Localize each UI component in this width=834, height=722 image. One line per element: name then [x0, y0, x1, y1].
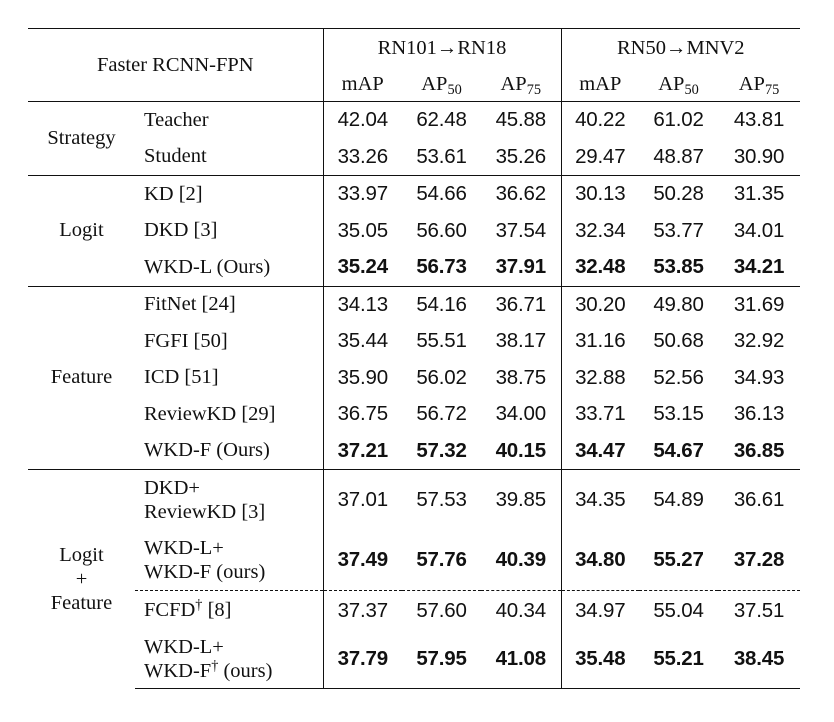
- value-cell: 37.91: [495, 255, 546, 279]
- value-cell: 45.88: [481, 102, 561, 139]
- value-cell: 37.01: [323, 470, 402, 531]
- header-row-1: [28, 29, 800, 68]
- value-cell: 35.26: [495, 144, 546, 168]
- value-cell: 33.71: [561, 396, 639, 433]
- value-cell: 32.88: [561, 360, 639, 397]
- value-cell: 50.68: [653, 329, 704, 353]
- method-cell: WKD-L+ WKD-F (ours): [144, 537, 266, 583]
- value-cell: 53.85: [653, 255, 704, 279]
- group-header-rn50-mnv2: RN50→MNV2: [561, 29, 800, 68]
- method-cell: FitNet [24]: [135, 286, 323, 323]
- value-cell: 53.61: [416, 144, 467, 168]
- value-cell: 37.54: [495, 218, 546, 242]
- value-cell: 61.02: [639, 102, 718, 139]
- value-cell: 35.05: [323, 213, 402, 250]
- method-cell: Student: [144, 145, 207, 168]
- value-cell: 38.75: [495, 365, 546, 389]
- table-row: [28, 631, 800, 689]
- value-cell: 38.45: [718, 631, 800, 689]
- method-cell: DKD+ ReviewKD [3]: [135, 470, 323, 531]
- value-cell: 32.34: [561, 213, 639, 250]
- value-cell: 36.71: [481, 286, 561, 323]
- value-cell: 52.56: [653, 365, 704, 389]
- value-cell: 38.17: [495, 329, 546, 353]
- method-cell: WKD-L (Ours): [144, 255, 271, 278]
- value-cell: 29.47: [561, 139, 639, 176]
- value-cell: 54.66: [402, 176, 481, 213]
- value-cell: 42.04: [323, 102, 402, 139]
- value-cell: 55.27: [653, 548, 704, 571]
- value-cell: 37.51: [718, 591, 800, 631]
- value-cell: 57.60: [402, 591, 481, 631]
- value-cell: 36.62: [481, 176, 561, 213]
- value-cell: 35.24: [323, 249, 402, 286]
- value-cell: 57.53: [402, 470, 481, 531]
- value-cell: 53.77: [653, 218, 704, 242]
- method-cell: KD [2]: [135, 176, 323, 213]
- value-cell: 36.13: [733, 402, 785, 426]
- value-cell: 34.13: [323, 286, 402, 323]
- value-cell: 36.61: [718, 470, 800, 531]
- value-cell: 40.34: [481, 591, 561, 631]
- value-cell: 36.75: [323, 396, 402, 433]
- value-cell: 54.89: [639, 470, 718, 531]
- value-cell: 34.97: [561, 591, 639, 631]
- value-cell: 56.02: [416, 365, 467, 389]
- metric-header: $AP_{75}$: [500, 72, 542, 98]
- value-cell: 36.85: [733, 438, 785, 462]
- metric-header: $AP_{75}$: [738, 72, 780, 98]
- method-cell: ReviewKD [29]: [144, 402, 276, 425]
- section-label-logit-feature: Logit + Feature: [28, 470, 135, 689]
- metric-header: $AP_{50}$: [421, 72, 462, 98]
- value-cell: 55.04: [639, 591, 718, 631]
- table-row: [28, 176, 800, 213]
- value-cell: 37.28: [733, 548, 785, 571]
- value-cell: 56.60: [416, 218, 467, 242]
- metric-header: $AP_{50}$: [658, 72, 699, 98]
- table-row: [28, 102, 800, 139]
- value-cell: 37.49: [323, 530, 402, 591]
- method-cell: WKD-L+ WKD-F† (ours): [135, 631, 323, 689]
- value-cell: 31.69: [718, 286, 800, 323]
- value-cell: 54.67: [653, 438, 704, 462]
- value-cell: 32.92: [733, 329, 785, 353]
- method-cell: Teacher: [135, 102, 323, 139]
- value-cell: 35.44: [323, 323, 402, 360]
- value-cell: 43.81: [718, 102, 800, 139]
- value-cell: 49.80: [639, 286, 718, 323]
- table-row: [28, 213, 800, 250]
- group-header-rn101-rn18: RN101→RN18: [323, 29, 561, 68]
- value-cell: 32.48: [561, 249, 639, 286]
- metric-header: mAP: [323, 67, 402, 102]
- value-cell: 30.20: [561, 286, 639, 323]
- table-row: [28, 249, 800, 286]
- value-cell: 35.90: [323, 360, 402, 397]
- table-row: [28, 286, 800, 323]
- value-cell: 53.15: [653, 402, 704, 426]
- value-cell: 31.16: [561, 323, 639, 360]
- value-cell: 55.21: [639, 631, 718, 689]
- table-row: [28, 139, 800, 176]
- value-cell: 56.72: [416, 402, 467, 426]
- value-cell: 57.95: [402, 631, 481, 689]
- method-cell: WKD-F (Ours): [144, 439, 270, 462]
- value-cell: 40.22: [561, 102, 639, 139]
- value-cell: 50.28: [639, 176, 718, 213]
- table-row: [28, 433, 800, 470]
- detector-header: Faster RCNN-FPN: [28, 29, 323, 102]
- table-row: [28, 323, 800, 360]
- value-cell: 40.39: [495, 548, 546, 571]
- table-row: [28, 360, 800, 397]
- value-cell: 56.73: [416, 255, 467, 279]
- section-label-strategy: Strategy: [28, 102, 135, 176]
- value-cell: 34.21: [733, 255, 785, 279]
- value-cell: 55.51: [416, 329, 467, 353]
- value-cell: 30.90: [733, 144, 785, 168]
- value-cell: 34.93: [733, 365, 785, 389]
- value-cell: 33.97: [323, 176, 402, 213]
- method-cell: FGFI [50]: [144, 329, 228, 352]
- table-row: [28, 470, 800, 531]
- section-label-logit: Logit: [28, 176, 135, 287]
- value-cell: 39.85: [481, 470, 561, 531]
- method-cell: FCFD† [8]: [135, 591, 323, 631]
- value-cell: 34.01: [733, 218, 785, 242]
- value-cell: 37.79: [323, 631, 402, 689]
- value-cell: 62.48: [402, 102, 481, 139]
- table-row: [28, 396, 800, 433]
- value-cell: 34.47: [561, 433, 639, 470]
- value-cell: 33.26: [323, 139, 402, 176]
- value-cell: 34.00: [495, 402, 546, 426]
- results-table: [28, 28, 800, 689]
- metric-header: mAP: [561, 67, 639, 102]
- value-cell: 34.35: [561, 470, 639, 531]
- table-row: [28, 591, 800, 631]
- value-cell: 48.87: [653, 144, 704, 168]
- method-cell: ICD [51]: [144, 366, 219, 389]
- value-cell: 57.32: [416, 438, 467, 462]
- value-cell: 54.16: [402, 286, 481, 323]
- method-cell: DKD [3]: [144, 219, 218, 242]
- value-cell: 37.21: [323, 433, 402, 470]
- section-label-feature: Feature: [28, 286, 135, 470]
- value-cell: 37.37: [323, 591, 402, 631]
- value-cell: 31.35: [718, 176, 800, 213]
- value-cell: 35.48: [561, 631, 639, 689]
- table-row: [28, 530, 800, 591]
- value-cell: 40.15: [495, 438, 546, 462]
- value-cell: 41.08: [481, 631, 561, 689]
- value-cell: 30.13: [561, 176, 639, 213]
- value-cell: 57.76: [416, 548, 467, 571]
- value-cell: 34.80: [561, 530, 639, 591]
